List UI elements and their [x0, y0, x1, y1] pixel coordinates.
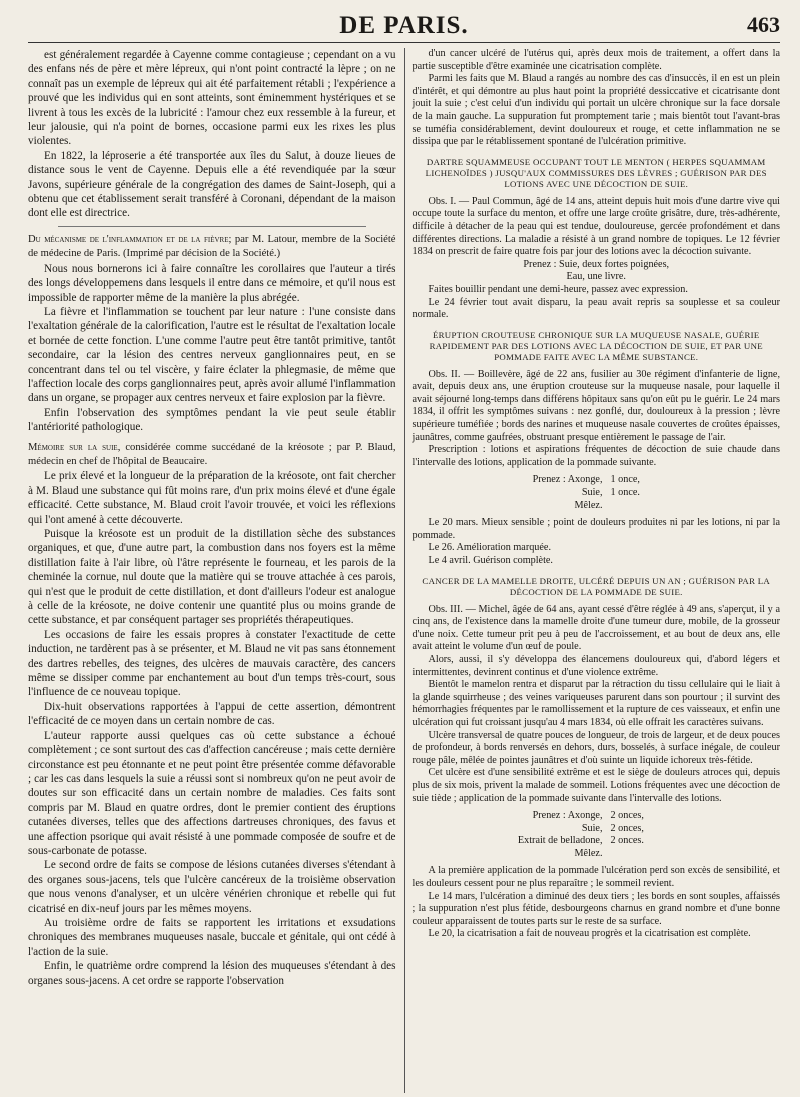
article-title: Mémoire sur la suie	[28, 441, 118, 453]
prescription-row	[483, 810, 781, 823]
observation-text: Obs. III. — Michel, âgée de 64 ans, ayant cessé d'être réglée à 49 ans, s'aperçut, il y a cinq ans, de l'existence dans la mamelle droite d'une tumeur dure, mobile, de la grosseur d'une noix. Cette tumeur prit peu à peu de l'accroissement, et au bout de deux ans, elle avait atteint le volume d'un œuf de poule.	[412, 603, 780, 653]
divider	[58, 226, 366, 227]
prescription-row	[483, 500, 781, 513]
paragraph: Alors, aussi, il s'y développa des élancemens douloureux qui, d'abord légers et intermittentes, devinrent continus et d'une violence extrême.	[412, 653, 780, 678]
paragraph: Cet ulcère est d'une sensibilité extrême et est le siège de douleurs atroces qui, depuis plus de six mois, privent la malade de sommeil. Lotions fréquentes avec une décoction de suie tiède ; application de la pommade suivante dans l'intervalle des lotions.	[412, 767, 780, 804]
header-title: DE PARIS.	[339, 12, 469, 39]
case-title: CANCER DE LA MAMELLE DROITE, ULCÉRÉ DEPUIS UN AN ; GUÉRISON PAR LA DÉCOCTION DE LA POMMADE DE SUIE.	[422, 575, 771, 597]
prescription-line: Faites bouillir pendant une demi-heure, passez avec expression.	[428, 283, 688, 295]
paragraph: Au troisième ordre de faits se rapportent les irritations et exsudations chroniques des membranes muqueuses nasale, buccale et génitale, qui ont cédé à l'action de la suie.	[28, 916, 396, 958]
paragraph: Dix-huit observations rapportées à l'appui de cette assertion, démontrent l'efficacité de ce moyen dans un certain nombre de cas.	[28, 700, 396, 728]
paragraph: Les occasions de faire les essais propres à constater l'exactitude de cette induction, ne tardèrent pas à se présenter, et M. Blaud ne vit pas sans étonnement des dartres rebelles, des teignes, des ulcères de mauvais caractère, des cancers même se dissiper comme par enchantement au bout d'un temps très-court, sous l'influence de ce nouveau topique.	[28, 628, 396, 699]
article-heading	[28, 233, 396, 262]
paragraph: est généralement regardée à Cayenne comme contagieuse ; cependant on a vu des enfans nés de père et mère lépreux, qui n'ont point contracté la lèpre ; on ne connaît pas un exemple de lépreux qui ait été parfaitement rétabli ; l'expérience a prouvé que les individus qui en sont atteints, sont éminemment hystériques et se livrent à tous les excès de la lubricité : l'amour chez eux ressemble à la fureur, et leur jalousie, qui n'a point de bornes, occasione parmi eux les rixes les plus violentes.	[28, 49, 396, 148]
prescription-row	[483, 823, 781, 836]
two-column-body	[28, 48, 780, 1093]
paragraph: Le 14 mars, l'ulcération a diminué des deux tiers ; les bords en sont souples, affaissés ; la suppuration n'est plus fétide, desbourgeons charnus en grand nombre et d'une bonne couleur apparaissent de toutes parts sur le reste de sa surface.	[412, 890, 780, 927]
prescription-row	[483, 487, 781, 500]
paragraph: Bientôt le mamelon rentra et disparut par la rétraction du tissu cellulaire qui le liait à la glande squirrheuse ; des veines variqueuses parurent dans son pourtour ; il survint des hémorrhagies fréquentes par le ramollissement et la rupture de ces vaisseaux, et enfin une ulcération qui fut croissant jusqu'au 4 mars 1834, où elle offrait les caractères suivans.	[412, 679, 780, 728]
quantity: 2 onces,	[610, 822, 644, 834]
paragraph: Parmi les faits que M. Blaud a rangés au nombre des cas d'insuccès, il en est un plein d'intérêt, et qui démontre au plus haut point la propriété dessiccative et cicatrisante dont jouit la suie ; c'est celui d'un individu qui portait un ulcère chronique sur la face dorsale de la main gauche. La suppuration fut promptement tarie ; mais bientôt tout l'avant-bras se tuméfia considérablement, devint douloureux et rouge, et cette inflammation ne se dissipa que par le rétablissement spontané de l'ulcération primitive.	[412, 73, 780, 148]
ingredient: Prenez : Axonge,	[532, 474, 603, 486]
paragraph: Enfin l'observation des symptômes pendant la vie peut seule établir l'antériorité pathologique.	[28, 406, 396, 434]
paragraph: Le second ordre de faits se compose de lésions cutanées diverses s'étendant à des organes sous-jacens, tels que l'ulcère cancéreux de la troisième observation que nous venons d'analyser, et un ulcère vénérien chronique et rebelle qui fut cicatrisé en dix-neuf jours par les mêmes moyens.	[28, 859, 396, 915]
article-byline: ; par M. Latour, membre de la Société de médecine de Paris. (Imprimé par décision de la Société.)	[28, 233, 396, 260]
right-column	[404, 48, 781, 1093]
paragraph: Prescription : lotions et aspirations fréquentes de décoction de suie chaude dans l'intervalle des lotions, application de la pommade suivante.	[412, 444, 780, 468]
page-number: 463	[747, 12, 780, 37]
ingredient: Suie,	[581, 822, 603, 834]
prescription-line: Eau, une livre.	[566, 271, 626, 283]
paragraph: Le 20, la cicatrisation a fait de nouveau progrès et la cicatrisation est complète.	[428, 928, 751, 940]
prescription-row	[483, 835, 781, 848]
paragraph: Enfin, le quatrième ordre comprend la lésion des muqueuses s'étendant à des organes sous-jacens. A cet ordre se rapporte l'observation	[28, 960, 396, 987]
paragraph: La fièvre et l'inflammation se touchent par leur nature : l'une consiste dans l'exaltation générale de la calorification, l'autre est le résultat de l'exaltation locale et bornée de cette fonction. L'une comme l'autre peut être tantôt primitive, tantôt secondaire, car la lésion des centres nerveux ganglionnaires peut, en se concentrant dans tel ou tel viscère, y faire éclater la phlegmasie, de même que l'affection locale des corps ganglionnaires peut, après avoir allumé l'inflammation dans un organe, se propager aux centres nerveux et faire explosion par la fièvre.	[28, 305, 396, 405]
page-header	[28, 8, 780, 43]
paragraph: Nous nous bornerons ici à faire connaître les corollaires que l'auteur a tirés des longs développemens dans lesquels il entre dans ce mémoire, et qu'il nous est impossible de rapporter même de la manière la plus abrégée.	[28, 262, 396, 304]
case-title: DARTRE SQUAMMEUSE OCCUPANT TOUT LE MENTON ( HERPES SQUAMMAM LICHENOÏDES ) JUSQU'AUX COMMISSURES DES LÈVRES ; GUÉRISON PAR DES LOTIONS AVEC UNE DÉCOCTION DE SUIE.	[425, 156, 767, 189]
paragraph: Le 24 février tout avait disparu, la peau avait repris sa souplesse et sa couleur normale.	[412, 296, 780, 321]
prescription-block	[483, 474, 781, 512]
paragraph: En 1822, la léproserie a été transportée aux îles du Salut, à douze lieues de distance sous le vent de Cayenne. Depuis elle a été revendiquée par la sœur Javons, supérieure générale de la congrégation des dames de Saint-Joseph, qui a obtenu que cet établissement serait transféré à Coronani, dépendant de la maison dont elle est directrice.	[28, 149, 396, 220]
prescription-row	[483, 848, 781, 861]
ingredient: Suie,	[581, 487, 603, 499]
prescription-line: Prenez : Suie, deux fortes poignées,	[523, 258, 670, 270]
newspaper-page	[28, 8, 780, 1093]
paragraph: A la première application de la pommade l'ulcération perd son excès de sensibilité, et les douleurs cessent pour ne plus reparaître ; le sommeil revient.	[412, 865, 780, 890]
ingredient: Extrait de belladone,	[517, 835, 603, 847]
ingredient: Mêlez.	[574, 499, 603, 511]
observation-text: Obs. II. — Boillevère, âgé de 22 ans, fusilier au 30e régiment d'infanterie de ligne, avait, depuis deux ans, une éruption crouteuse sur la muqueuse nasale, pour laquelle il avait séjourné long-temps dans différens hôpitaux sans qu'on eût pu le guérir. Le 24 mars 1834, il offrit les symptômes suivans : nez gonflé, dur, douloureux à la pression ; lèvre supérieure tuméfiée ; bords des narines et muqueuse nasale couvertes de croûtes épaisses, jaunâtres, comme gaufrées, obstruant presque entièrement le passage de l'air.	[412, 368, 780, 443]
quantity: 2 onces,	[610, 810, 644, 822]
article-byline: , considérée comme succédané de la kréosote ; par P. Blaud, médecin en chef de l'hôpital de Beaucaire.	[28, 441, 396, 467]
paragraph: Puisque la kréosote est un produit de la distillation sèche des substances organiques, et que, d'une autre part, la combustion dans nos foyers est la même distillation faite à l'air libre, où l'âtre représente le fourneau, et les parois de la cheminée la cornue, nul doute que la matière qui se trouve attachée à ces parois, qui n'est que le produit de cette distillation, et dont d'ailleurs l'odeur est analogue à celle de la kréosote, ne doive contenir une quantité plus ou moins grande de cette substance, et par conséquent partager ses propriétés thérapeutiques.	[28, 528, 396, 627]
paragraph: Le 26. Amélioration marquée.	[428, 542, 551, 554]
article-title: Du mécanisme de l'inflammation et de la fièvre	[28, 233, 229, 245]
observation-text: Obs. I. — Paul Commun, âgé de 14 ans, atteint depuis huit mois d'une dartre vive qui occupe toute la surface du menton, et offre une large croûte grisâtre, dure, très-adhérente, difficile à détacher de la peau qui est tendue, douloureuse, gercée profondément et dans différentes directions. La maladie a résisté à un grand nombre de topiques. Le 12 février 1834 on prescrit de faire quatre fois par jour des lotions avec la décoction suivante.	[412, 195, 780, 258]
paragraph: Ulcère transversal de quatre pouces de longueur, de trois de largeur, et de deux pouces de profondeur, à bords renversés en dehors, durs, bosselés, à surface inégale, de couleur rouge pâle, mêlée de pointes jaunâtres et d'où suinte un liquide ichoreux très-fétide.	[412, 729, 780, 766]
paragraph: L'auteur rapporte aussi quelques cas où cette substance a échoué complètement ; ce sont surtout des cas d'affection cancéreuse ; mais cette dernière circonstance est peu étonnante et ne peut point être présentée comme défavorable ; car les cas dans lesquels la suie a réussi sont si nombreux qu'on ne peut avoir de doutes sur son efficacité dans un certain nombre de maladies. Ces faits sont compris par M. Blaud en quatre ordres, dont le premier contient des éruptions cutanées diverses, telles que des affections dartreuses chroniques, des favus et une affection psorique qui avait résisté à une pommade composée de soufre et de sous-carbonate de potasse.	[28, 729, 396, 857]
paragraph: Le 4 avril. Guérison complète.	[428, 555, 553, 566]
article-heading	[28, 441, 396, 470]
ingredient: Mêlez.	[574, 847, 603, 859]
prescription-row	[483, 474, 781, 487]
prescription-block	[483, 810, 781, 860]
quantity: 1 once.	[610, 487, 640, 499]
quantity: 2 onces.	[610, 835, 644, 847]
ingredient: Prenez : Axonge,	[532, 810, 603, 822]
paragraph: d'un cancer ulcéré de l'utérus qui, après deux mois de traitement, a offert dans la partie susceptible d'être examinée une cicatrisation complète.	[412, 48, 780, 72]
case-title: ÉRUPTION CROUTEUSE CHRONIQUE SUR LA MUQUEUSE NASALE, GUÉRIE RAPIDEMENT PAR DES LOTIONS AVEC LA DÉCOCTION DE SUIE, ET PAR UNE POMMADE FAITE AVEC LA MÊME SUBSTANCE.	[429, 329, 763, 362]
paragraph: Le 20 mars. Mieux sensible ; point de douleurs produites ni par les lotions, ni par la pommade.	[412, 517, 780, 541]
quantity: 1 once,	[610, 474, 640, 486]
paragraph: Le prix élevé et la longueur de la préparation de la kréosote, ont fait chercher à M. Blaud une substance qui fût moins rare, d'un prix moins élevé et d'une égale efficacité. Cette substance, M. Blaud croit l'avoir trouvée, et voici les réflexions qui l'ont amené à cette découverte.	[28, 470, 396, 526]
left-column	[28, 48, 404, 1093]
